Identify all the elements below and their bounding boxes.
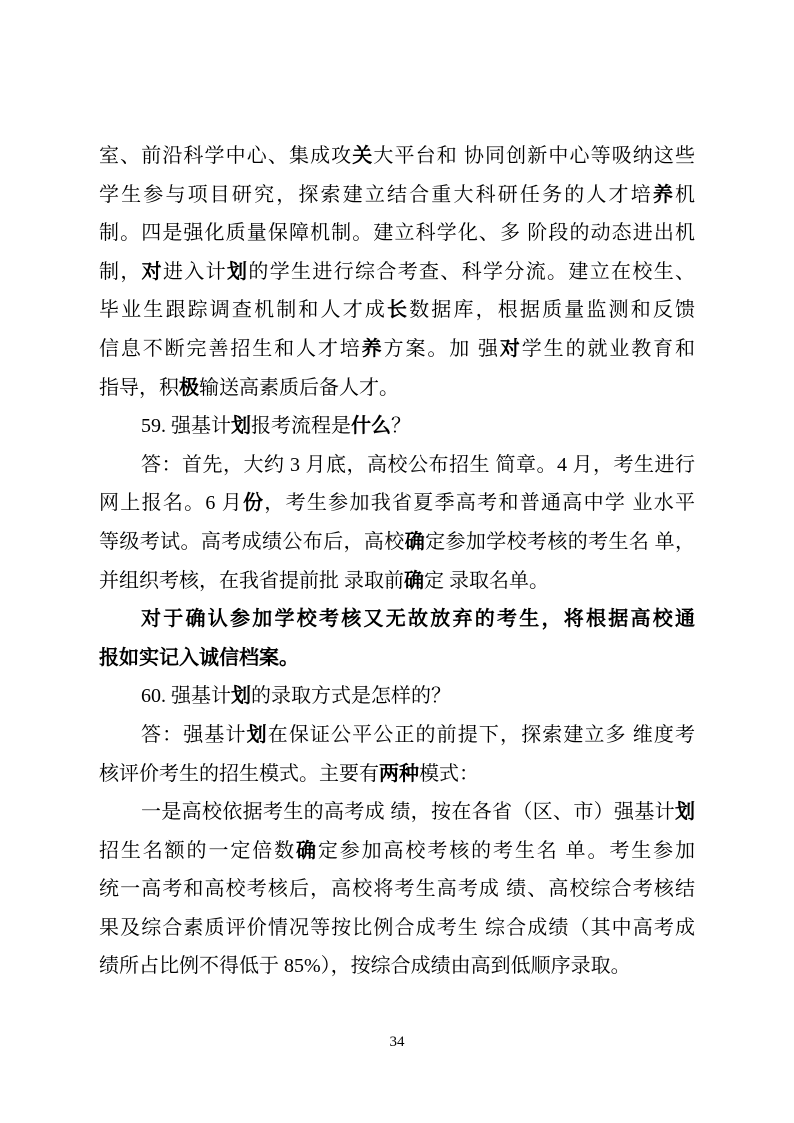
text-segment: 果及综合素质评价情况等按比例合成考生 综合成绩（其中高考成 xyxy=(99,916,695,939)
text-segment: 指导，积 xyxy=(99,376,179,399)
text-line xyxy=(99,330,695,369)
text-segment: 一是高校依据考生的高考成 绩，按在各省（区、市）强基计 xyxy=(141,801,675,824)
bold-text-segment: 划 xyxy=(246,723,268,746)
bold-text-segment: 确 xyxy=(296,839,318,862)
text-segment: 并组织考核，在我省提前批 录取前 xyxy=(99,569,404,592)
text-segment: 统一高考和高校考核后，高校将考生高考成 绩、高校综合考核结 xyxy=(99,878,695,901)
text-line xyxy=(99,870,695,909)
text-segment: 核评价考生的招生模式。主要有 xyxy=(99,762,379,785)
bold-text-segment: 确 xyxy=(404,569,424,592)
text-segment: 定参加高校考核的考生名 单。考生参加 xyxy=(317,839,696,862)
text-segment: 的录取方式是怎样的？ xyxy=(251,685,451,708)
bold-text-segment: 养 xyxy=(652,183,676,206)
bold-text-segment: 报如实记入诚信档案。 xyxy=(99,646,299,669)
text-segment: 学生的就业教育和 xyxy=(521,337,696,360)
text-segment: 数据库，根据质量监测和反馈 xyxy=(409,299,696,322)
text-line xyxy=(99,369,695,408)
text-line xyxy=(99,639,695,678)
text-line xyxy=(99,832,695,871)
text-segment: ？ xyxy=(391,415,411,438)
text-segment: 定参加学校考核的考生名 单， xyxy=(425,530,696,553)
text-line xyxy=(99,137,695,176)
text-line xyxy=(99,600,695,639)
text-segment: 等级考试。高考成绩公布后，高校 xyxy=(99,530,405,553)
bold-text-segment: 份 xyxy=(243,492,265,515)
document-body xyxy=(99,137,695,986)
page-number: 34 xyxy=(389,1034,405,1050)
bold-text-segment: 关 xyxy=(352,145,374,167)
text-line xyxy=(99,755,695,794)
bold-text-segment: 对 xyxy=(141,260,164,283)
text-segment: 网上报名。6 月 xyxy=(99,492,243,515)
text-segment: 制， xyxy=(99,260,142,283)
text-segment: 毕业生跟踪调查机制和人才成 xyxy=(99,299,387,322)
text-segment: ，考生参加我省夏季高考和普通高中学 业水平 xyxy=(264,492,696,515)
text-line xyxy=(99,716,695,755)
text-segment: 60. 强基计 xyxy=(141,685,231,708)
text-segment: 室、前沿科学中心、集成攻 xyxy=(99,145,353,167)
text-line xyxy=(99,446,695,485)
text-line xyxy=(99,214,695,253)
text-segment: 机 xyxy=(675,183,696,206)
text-segment: 方案。加 强 xyxy=(383,337,500,360)
bold-text-segment: 确 xyxy=(404,530,426,553)
text-segment: 绩所占比例不得低于 85%），按综合成绩由高到低顺序录取。 xyxy=(99,955,631,978)
text-segment: 招生名额的一定倍数 xyxy=(99,839,296,862)
bold-text-segment: 长 xyxy=(387,299,410,322)
bold-text-segment: 划 xyxy=(675,801,695,824)
text-line xyxy=(99,909,695,948)
text-line xyxy=(99,176,695,215)
text-line xyxy=(99,523,695,562)
bold-text-segment: 养 xyxy=(361,337,384,360)
text-segment: 59. 强基计 xyxy=(141,415,231,438)
text-line xyxy=(99,253,695,292)
text-line xyxy=(99,793,695,832)
text-segment: 大平台和 协同创新中心等吸纳这些 xyxy=(373,145,696,167)
bold-text-segment: 划 xyxy=(231,685,251,708)
bold-text-segment: 极 xyxy=(179,376,199,399)
text-segment: 信息不断完善招生和人才培 xyxy=(99,337,362,360)
bold-text-segment: 什么 xyxy=(351,415,391,438)
text-line xyxy=(99,947,695,986)
text-segment: 答：首先，大约 3 月底，高校公布招生 简章。4 月，考生进行 xyxy=(141,453,695,476)
bold-text-segment: 划 xyxy=(227,260,249,283)
bold-text-segment: 划 xyxy=(231,415,251,438)
text-line xyxy=(99,562,695,601)
text-line xyxy=(99,407,695,446)
text-segment: 答：强基计 xyxy=(141,723,247,746)
text-segment: 学生参与项目研究，探索建立结合重大科研任务的人才培 xyxy=(99,183,653,206)
text-segment: 的学生进行综合考查、科学分流。建立在校生、 xyxy=(248,260,696,283)
text-line xyxy=(99,484,695,523)
text-line xyxy=(99,291,695,330)
bold-text-segment: 对于确认参加学校考核又无故放弃的考生，将根据高校通 xyxy=(141,608,695,631)
text-line xyxy=(99,677,695,716)
text-segment: 报考流程是 xyxy=(251,415,351,438)
bold-text-segment: 对 xyxy=(499,337,522,360)
text-segment: 在保证公平公正的前提下，探索建立多 维度考 xyxy=(267,723,696,746)
text-segment: 进入计 xyxy=(163,260,228,283)
text-segment: 制。四是强化质量保障机制。建立科学化、多 阶段的动态进出机 xyxy=(99,222,695,245)
text-segment: 模式： xyxy=(419,762,479,785)
text-segment: 定 录取名单。 xyxy=(424,569,549,592)
bold-text-segment: 两种 xyxy=(379,762,419,785)
text-segment: 输送高素质后备人才。 xyxy=(199,376,399,399)
